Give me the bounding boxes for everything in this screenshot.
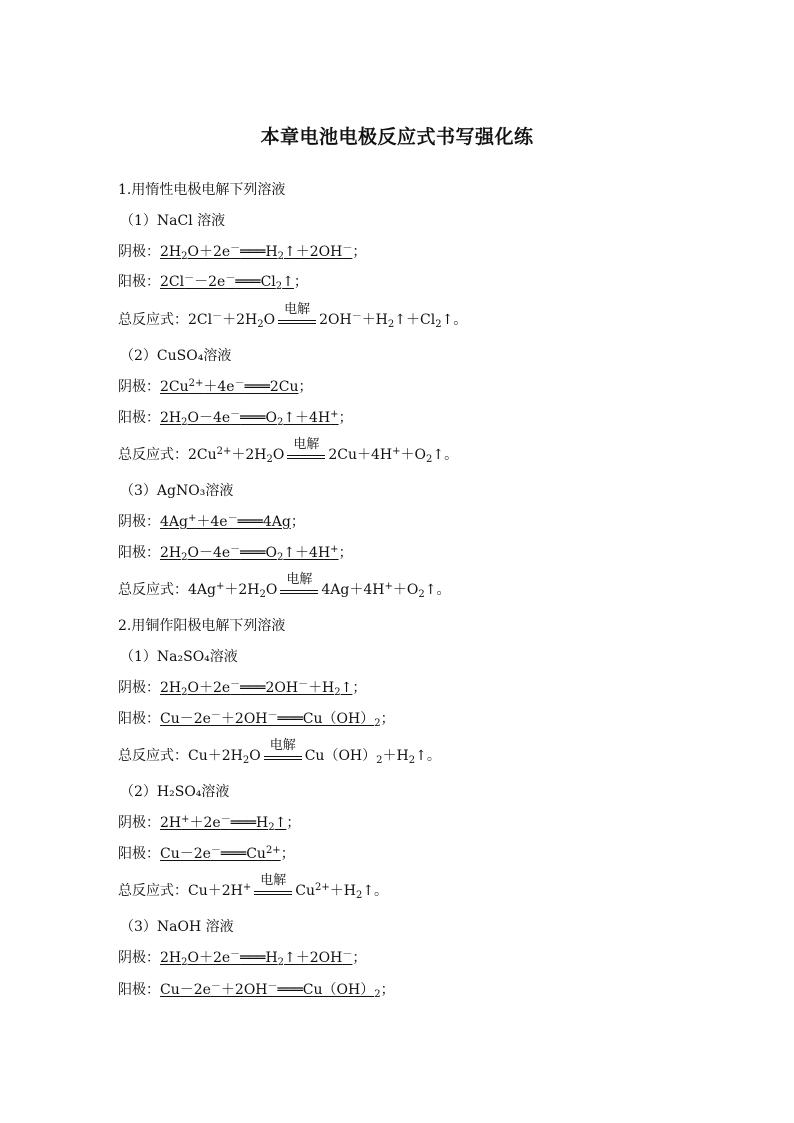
equation-total: 总反应式：$2Cu^{2+}+2H_2O$ 电解 $2Cu+4H^++O_2↑$。 [118, 437, 459, 465]
subsection-label: （3）AgNO₃溶液 [120, 483, 234, 499]
anode-prefix: 阳极： [118, 982, 160, 998]
equation-cathode: 阴极：$2H_2O+2e^-═══H_2↑+2OH^-$； [118, 243, 367, 262]
section-heading-2: 2.用铜作阳极电解下列溶液 [118, 618, 286, 634]
section-heading-1: 1.用惰性电极电解下列溶液 [118, 182, 286, 198]
equation-text: $Cu-2e^-+2OH^-═══Cu(OH)_2$ [160, 710, 381, 729]
subsection-label: （2）CuSO₄溶液 [120, 348, 232, 364]
equation-cathode: 阴极：$2H_2O+2e^-═══H_2↑+2OH^-$； [118, 949, 367, 968]
subsection-label: （3）NaOH 溶液 [120, 919, 234, 935]
equation-anode: 阳极：$Cu-2e^-═══Cu^{2+}$； [118, 845, 295, 862]
cathode-prefix: 阴极： [118, 244, 160, 260]
equation-anode: 阳极：$2H_2O-4e^-═══O_2↑+4H^+$； [118, 544, 353, 563]
cathode-prefix: 阴极： [118, 950, 160, 966]
anode-prefix: 阳极： [118, 846, 160, 862]
cathode-prefix: 阴极： [118, 680, 160, 696]
equation-anode: 阳极：$2Cl^--2e^-═══Cl_2↑$； [118, 273, 308, 292]
electrolysis-condition: 电解 [252, 881, 294, 901]
total-prefix: 总反应式： [118, 312, 188, 328]
anode-prefix: 阳极： [118, 545, 160, 561]
equation-cathode: 阴极：$2H_2O+2e^-═══2OH^-+H_2↑$； [118, 679, 367, 698]
subsection-label: （1）Na₂SO₄溶液 [120, 649, 238, 665]
equation-text: $2H^++2e^-═══H_2↑$ [160, 814, 287, 833]
equation-text: 4Ag+＋4e－═══4Ag [160, 513, 291, 530]
equation-total: 总反应式：$Cu+2H_2O$ 电解 $Cu(OH)_2+H_2↑$。 [118, 738, 441, 766]
electrolysis-condition: 电解 [276, 310, 318, 330]
equation-text: $2H_2O+2e^-═══H_2↑+2OH^-$ [160, 243, 353, 262]
anode-prefix: 阳极： [118, 711, 160, 727]
equation-anode: 阳极：$Cu-2e^-+2OH^-═══Cu(OH)_2$； [118, 710, 395, 729]
anode-prefix: 阳极： [118, 410, 160, 426]
anode-prefix: 阳极： [118, 274, 160, 290]
electrolysis-condition: 电解 [262, 746, 304, 766]
subsection-label: （1）NaCl 溶液 [120, 213, 226, 229]
equation-text: $2H_2O-4e^-═══O_2↑+4H^+$ [160, 409, 339, 428]
equation-total: 总反应式：$2Cl^-+2H_2O$ 电解 $2OH^-+H_2↑+Cl_2↑$。 [118, 302, 468, 330]
equation-anode: 阳极：$2H_2O-4e^-═══O_2↑+4H^+$； [118, 409, 353, 428]
cathode-prefix: 阴极： [118, 815, 160, 831]
equation-text: $2Cu^{2+}+4e^-═══2Cu$ [160, 378, 299, 395]
equation-total: 总反应式：Cu＋2H+ 电解 $Cu^{2+}+H_2↑$。 [118, 873, 389, 901]
electrolysis-condition: 电解 [285, 445, 327, 465]
page-title: 本章电池电极反应式书写强化练 [260, 126, 534, 148]
equation-total: 总反应式：$4Ag^++2H_2O$ 电解 $4Ag+4H^++O_2↑$。 [118, 572, 451, 600]
equation-text: $2Cl^--2e^-═══Cl_2↑$ [160, 273, 294, 292]
equation-text: $2H_2O+2e^-═══H_2↑+2OH^-$ [160, 949, 353, 968]
equation-text: $Cu-2e^-═══Cu^{2+}$ [160, 845, 281, 862]
equation-text: $2H_2O-4e^-═══O_2↑+4H^+$ [160, 544, 339, 563]
cathode-prefix: 阴极： [118, 514, 160, 530]
equation-anode: 阳极：$Cu-2e^-+2OH^-═══Cu(OH)_2$； [118, 981, 395, 1000]
total-prefix: 总反应式： [118, 447, 188, 463]
equation-cathode: 阴极：$2H^++2e^-═══H_2↑$； [118, 814, 301, 833]
equation-text: $2H_2O+2e^-═══2OH^-+H_2↑$ [160, 679, 353, 698]
subsection-label: （2）H₂SO₄溶液 [120, 784, 230, 800]
total-prefix: 总反应式： [118, 748, 188, 764]
total-prefix: 总反应式： [118, 883, 188, 899]
equation-cathode: 阴极：4Ag+＋4e－═══4Ag； [118, 513, 305, 530]
total-prefix: 总反应式： [118, 582, 188, 598]
cathode-prefix: 阴极： [118, 379, 160, 395]
equation-text: $Cu-2e^-+2OH^-═══Cu(OH)_2$ [160, 981, 381, 1000]
equation-cathode: 阴极：$2Cu^{2+}+4e^-═══2Cu$； [118, 378, 313, 395]
electrolysis-condition: 电解 [278, 580, 320, 600]
